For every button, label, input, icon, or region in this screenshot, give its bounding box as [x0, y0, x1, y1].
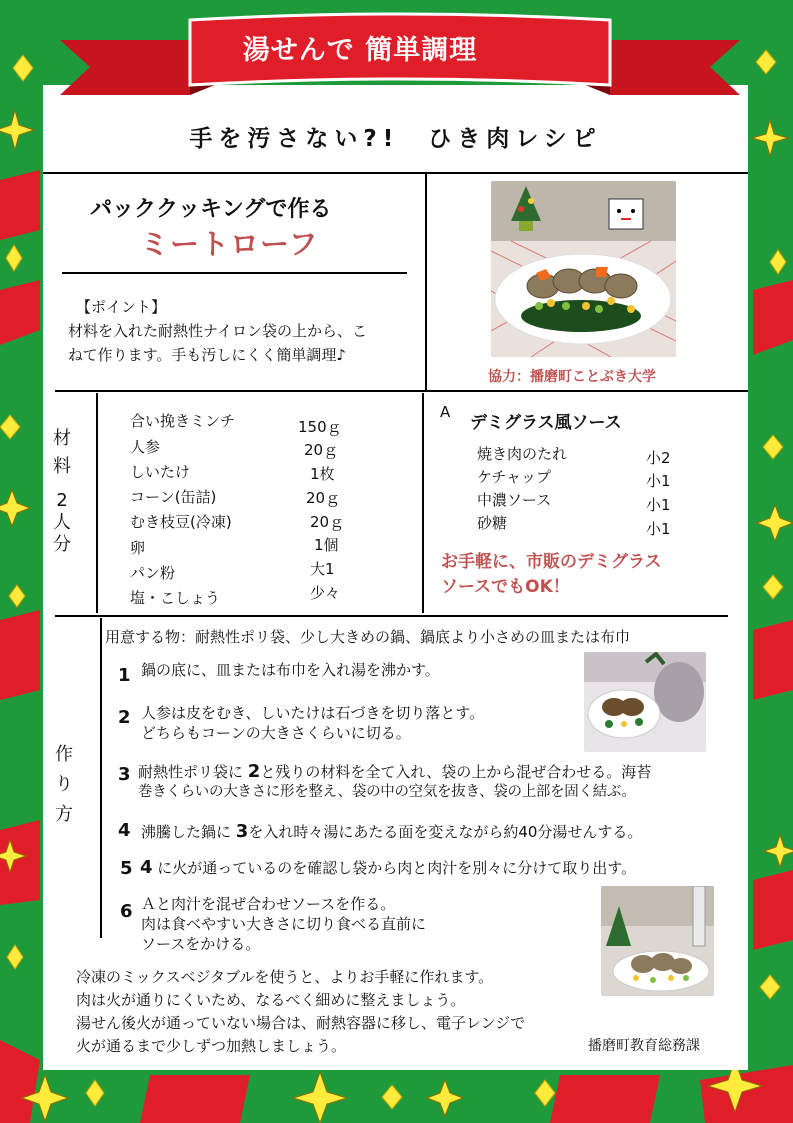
ingredient-qty: 20ｇ	[310, 513, 345, 531]
point-box	[68, 295, 423, 367]
divider-mid	[55, 390, 748, 392]
ingredient-qty: 大1	[310, 560, 335, 578]
page-subtitle: 手を汚さない?! ひき肉レシピ	[189, 126, 602, 152]
ingredient-qty: 少々	[310, 584, 341, 602]
step-text: 人参は皮をむき、しいたけは石づきを切り落とす。 どちらもコーンの大きさくらいに切る。	[141, 704, 485, 742]
sauce-notice: お手軽に、市販のデミグラス ソースでもOK！	[441, 552, 662, 597]
divider-left-materials	[96, 393, 98, 613]
sauce-item-qty: 小1	[646, 520, 671, 538]
ingredient-name: パン粉	[130, 564, 176, 582]
ingredient-name: むき枝豆(冷凍)	[130, 513, 232, 531]
tip-line: 冷凍のミックスベジタブルを使うと、よりお手軽に作れます。	[76, 968, 494, 986]
sauce-title: デミグラス風ソース	[470, 413, 622, 433]
step-text: 耐熱性ポリ袋に 2と残りの材料を全て入れ、袋の上から混ぜ合わせる。海苔 巻きくらいの大きさに形を整え、袋の中の空気を抜き、袋の上部を固く結ぶ。	[138, 761, 652, 800]
ingredient-qty: 20ｇ	[304, 441, 339, 459]
step-number: 2	[118, 707, 131, 728]
tips-box	[76, 966, 525, 1058]
sauce-item-name: 焼き肉のたれ	[477, 445, 568, 463]
prep-items: 用意する物：耐熱性ポリ袋、少し大きめの鍋、鍋底より小さめの皿または布巾	[105, 628, 631, 646]
step-text: 鍋の底に、皿または布巾を入れ湯を沸かす。	[141, 661, 440, 679]
point-heading: 【ポイント】	[76, 298, 167, 316]
divider-vertical-upper	[425, 172, 427, 390]
sauce-item-name: ケチャップ	[477, 468, 551, 486]
divider-sauce	[422, 393, 424, 613]
sauce-item-name: 中濃ソース	[477, 491, 552, 509]
ingredient-qty: 150ｇ	[298, 418, 342, 436]
ingredient-name: 合い挽きミンチ	[130, 412, 236, 430]
point-line: ねて作ります。手も汚しにくく簡単調理♪	[68, 346, 346, 364]
title-underline	[62, 272, 407, 274]
step-photo-finished	[601, 886, 714, 996]
step-number: 3	[118, 764, 131, 785]
step-text: Ａと肉汁を混ぜ合わせソースを作る。 肉は食べやすい大きさに切り食べる直前に ソースをかける。	[141, 895, 427, 953]
sauce-marker: A	[440, 403, 451, 421]
recipe-title: ミートローフ	[140, 227, 319, 261]
step-number: 6	[120, 901, 133, 922]
servings-label: 2 人 分	[53, 490, 73, 555]
ingredient-qty: 1枚	[310, 465, 335, 483]
step-number: 4	[118, 820, 131, 841]
sauce-item-name: 砂糖	[477, 514, 508, 532]
ingredient-name: 人参	[130, 438, 161, 456]
divider-left-method	[100, 618, 102, 938]
ingredient-name: 卵	[130, 539, 146, 557]
ingredient-name: しいたけ	[130, 463, 191, 481]
step-text: 4 に火が通っているのを確認し袋から肉と肉汁を別々に分けて取り出す。	[140, 857, 637, 878]
divider-method	[55, 615, 728, 617]
tip-line: 火が通るまで少しずつ加熱しましょう。	[76, 1037, 347, 1055]
ingredient-name: 塩・こしょう	[130, 589, 221, 607]
method-label: 作 り 方	[55, 744, 75, 825]
tip-line: 湯せん後火が通っていない場合は、耐熱容器に移し、電子レンジで	[76, 1014, 526, 1032]
sauce-item-qty: 小1	[646, 496, 671, 514]
ingredient-name: コーン(缶詰)	[130, 488, 217, 506]
banner-title: 湯せんで 簡単調理	[242, 35, 478, 66]
step-number: 5	[120, 858, 133, 879]
materials-label: 材 料	[53, 428, 73, 477]
ingredient-qty: 20ｇ	[306, 489, 341, 507]
ingredient-qty: 1個	[314, 536, 339, 554]
point-line: 材料を入れた耐熱性ナイロン袋の上から、こ	[68, 322, 367, 340]
sauce-item-qty: 小1	[646, 472, 671, 490]
credit-text: 協力：播磨町ことぶき大学	[488, 369, 656, 385]
step-text: 沸騰した鍋に 3を入れ時々湯にあたる面を変えながら約40分湯せんする。	[141, 821, 643, 842]
meatloaf-photo	[491, 181, 676, 357]
tip-line: 肉は火が通りにくいため、なるべく細めに整えましょう。	[76, 991, 466, 1009]
step-photo-plate	[584, 652, 706, 752]
pack-cooking-lead: パッククッキングで作る	[90, 197, 332, 222]
divider-top	[43, 172, 748, 174]
department-name: 播磨町教育総務課	[588, 1038, 700, 1054]
step-number: 1	[118, 665, 131, 686]
sauce-item-qty: 小2	[646, 449, 671, 467]
